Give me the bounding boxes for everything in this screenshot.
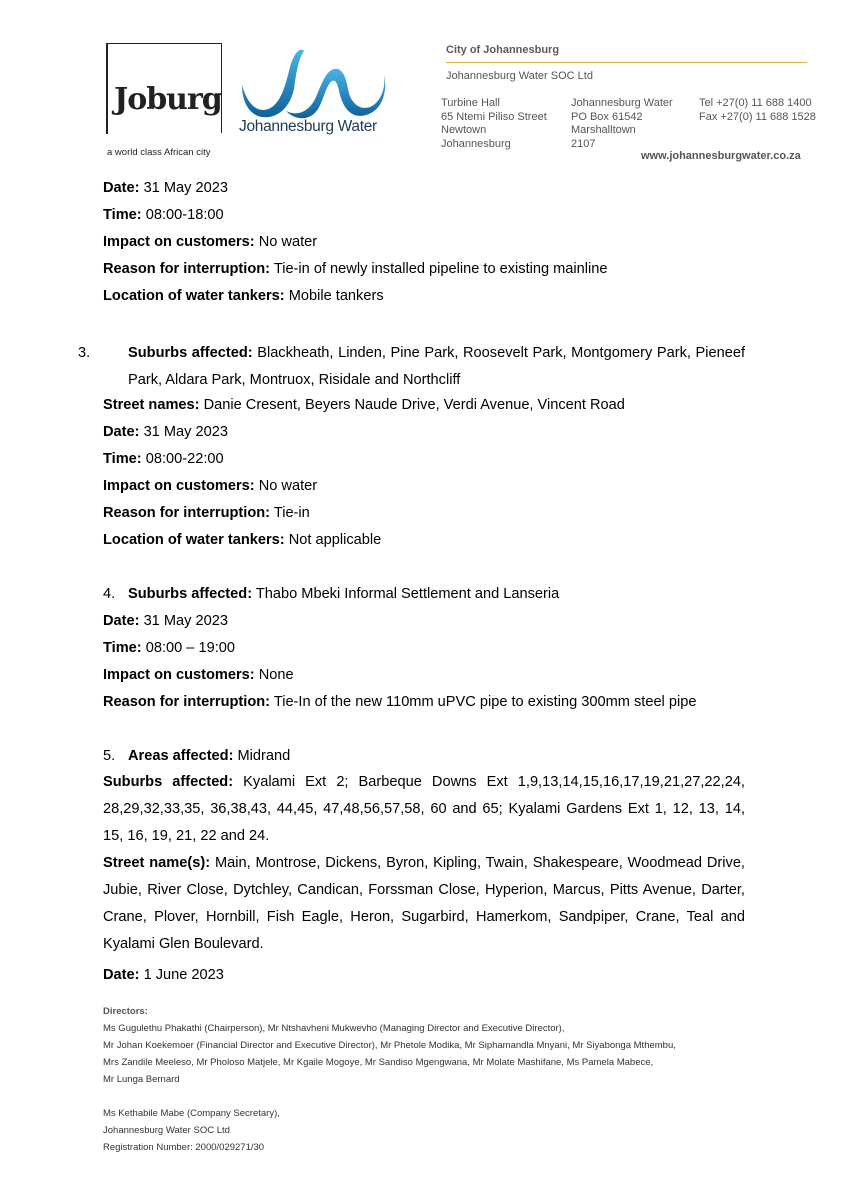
city-name: City of Johannesburg bbox=[446, 44, 560, 56]
item4-date: Date: 31 May 2023 bbox=[103, 613, 228, 629]
website-link[interactable]: www.johannesburgwater.co.za bbox=[641, 150, 801, 162]
item3-tankers: Location of water tankers: Not applicable bbox=[103, 532, 382, 548]
top-impact: Impact on customers: No water bbox=[103, 234, 318, 250]
contact-numbers bbox=[699, 97, 816, 124]
item3-reason: Reason for interruption: Tie-in bbox=[103, 505, 310, 521]
joburg-logo-text: Joburg bbox=[114, 82, 222, 117]
directors-line: Mr Lunga Bernard bbox=[103, 1074, 180, 1085]
item3-time: Time: 08:00-22:00 bbox=[103, 451, 224, 467]
item3-suburbs: 3. Suburbs affected: Blackheath, Linden, Pine Park, Roosevelt Park, Montgomery Park, Pieneef Park, Aldara Park, Montruox, Risidale and Northcliff bbox=[78, 345, 746, 388]
address-line: Newtown bbox=[441, 124, 487, 136]
telephone: Tel +27(0) 11 688 1400 bbox=[699, 97, 812, 109]
directors-line: Mrs Zandile Meeleso, Mr Pholoso Matjele, Mr Kgaile Mogoye, Mr Sandiso Mgengwana, Mr Molate Mashifane, Ms Pamela Mabece, bbox=[103, 1057, 654, 1068]
address-line: 65 Ntemi Piliso Street bbox=[441, 110, 547, 123]
directors-line: Mr Johan Koekemoer (Financial Director and Executive Director), Mr Phetole Modika, Mr Siphamandla Mnyani, Mr Siyabonga Mthembu, bbox=[103, 1040, 676, 1051]
item4-time: Time: 08:00 – 19:00 bbox=[103, 640, 235, 656]
company-secretary: Ms Kethabile Mabe (Company Secretary), bbox=[103, 1108, 280, 1119]
top-tankers: Location of water tankers: Mobile tankers bbox=[103, 288, 384, 304]
item4-impact: Impact on customers: None bbox=[103, 667, 294, 683]
address-line: Johannesburg Water bbox=[571, 97, 673, 109]
postal-address bbox=[571, 97, 673, 151]
item5-streets: Street name(s): Main, Montrose, Dickens, Byron, Kipling, Twain, Shakespeare, Woodmead Drive, Jubie, River Close, Dytchley, Candican, Forssman Close, Hyperion, Marcus, Pitts Avenue, Darter, Crane, Plover, Hornbill, Fish Eagle, Heron, Sugarbird, Hamerkom, Sandpiper, Crane, Teal and Kyalami Glen Boulevard. bbox=[103, 855, 745, 952]
address-line: Johannesburg bbox=[441, 137, 511, 150]
joburg-tagline: a world class African city bbox=[107, 147, 211, 158]
fax: Fax +27(0) 11 688 1528 bbox=[699, 110, 816, 123]
top-reason: Reason for interruption: Tie-in of newly installed pipeline to existing mainline bbox=[103, 261, 608, 277]
directors-line: Ms Gugulethu Phakathi (Chairperson), Mr Ntshavheni Mukwevho (Managing Director and Executive Director), bbox=[103, 1023, 565, 1034]
item3-date: Date: 31 May 2023 bbox=[103, 424, 228, 440]
item3-streets: Street names: Danie Cresent, Beyers Naude Drive, Verdi Avenue, Vincent Road bbox=[103, 397, 625, 413]
item4-reason: Reason for interruption: Tie-In of the new 110mm uPVC pipe to existing 300mm steel pipe bbox=[103, 694, 697, 710]
top-time: Time: 08:00-18:00 bbox=[103, 207, 224, 223]
directors-title: Directors: bbox=[103, 1006, 148, 1017]
item5-date: Date: 1 June 2023 bbox=[103, 967, 224, 983]
footer-company-name: Johannesburg Water SOC Ltd bbox=[103, 1125, 230, 1136]
address-line: 2107 bbox=[571, 137, 596, 150]
address-line: Marshalltown bbox=[571, 124, 636, 136]
address-line: Turbine Hall bbox=[441, 97, 500, 109]
registration-number: Registration Number: 2000/029271/30 bbox=[103, 1142, 265, 1153]
johannesburg-water-logo-text: Johannesburg Water bbox=[239, 118, 377, 135]
item4-suburbs: 4. Suburbs affected: Thabo Mbeki Informal Settlement and Lanseria bbox=[103, 586, 560, 602]
header-divider bbox=[446, 62, 807, 63]
item5-suburbs: Suburbs affected: Kyalami Ext 2; Barbeque Downs Ext 1,9,13,14,15,16,17,19,21,27,22,24, 28,29,32,33,35, 36,38,43, 44,45, 47,48,56,57,58, 60 and 65; Kyalami Gardens Ext 1, 12, 13, 14, 15, 16, 19, 21, 22 and 24. bbox=[103, 774, 745, 844]
physical-address bbox=[441, 97, 547, 151]
item3-impact: Impact on customers: No water bbox=[103, 478, 318, 494]
address-line: PO Box 61542 bbox=[571, 110, 643, 123]
company-name: Johannesburg Water SOC Ltd bbox=[446, 70, 593, 82]
top-date: Date: 31 May 2023 bbox=[103, 180, 228, 196]
item5-areas: 5. Areas affected: Midrand bbox=[103, 748, 291, 764]
